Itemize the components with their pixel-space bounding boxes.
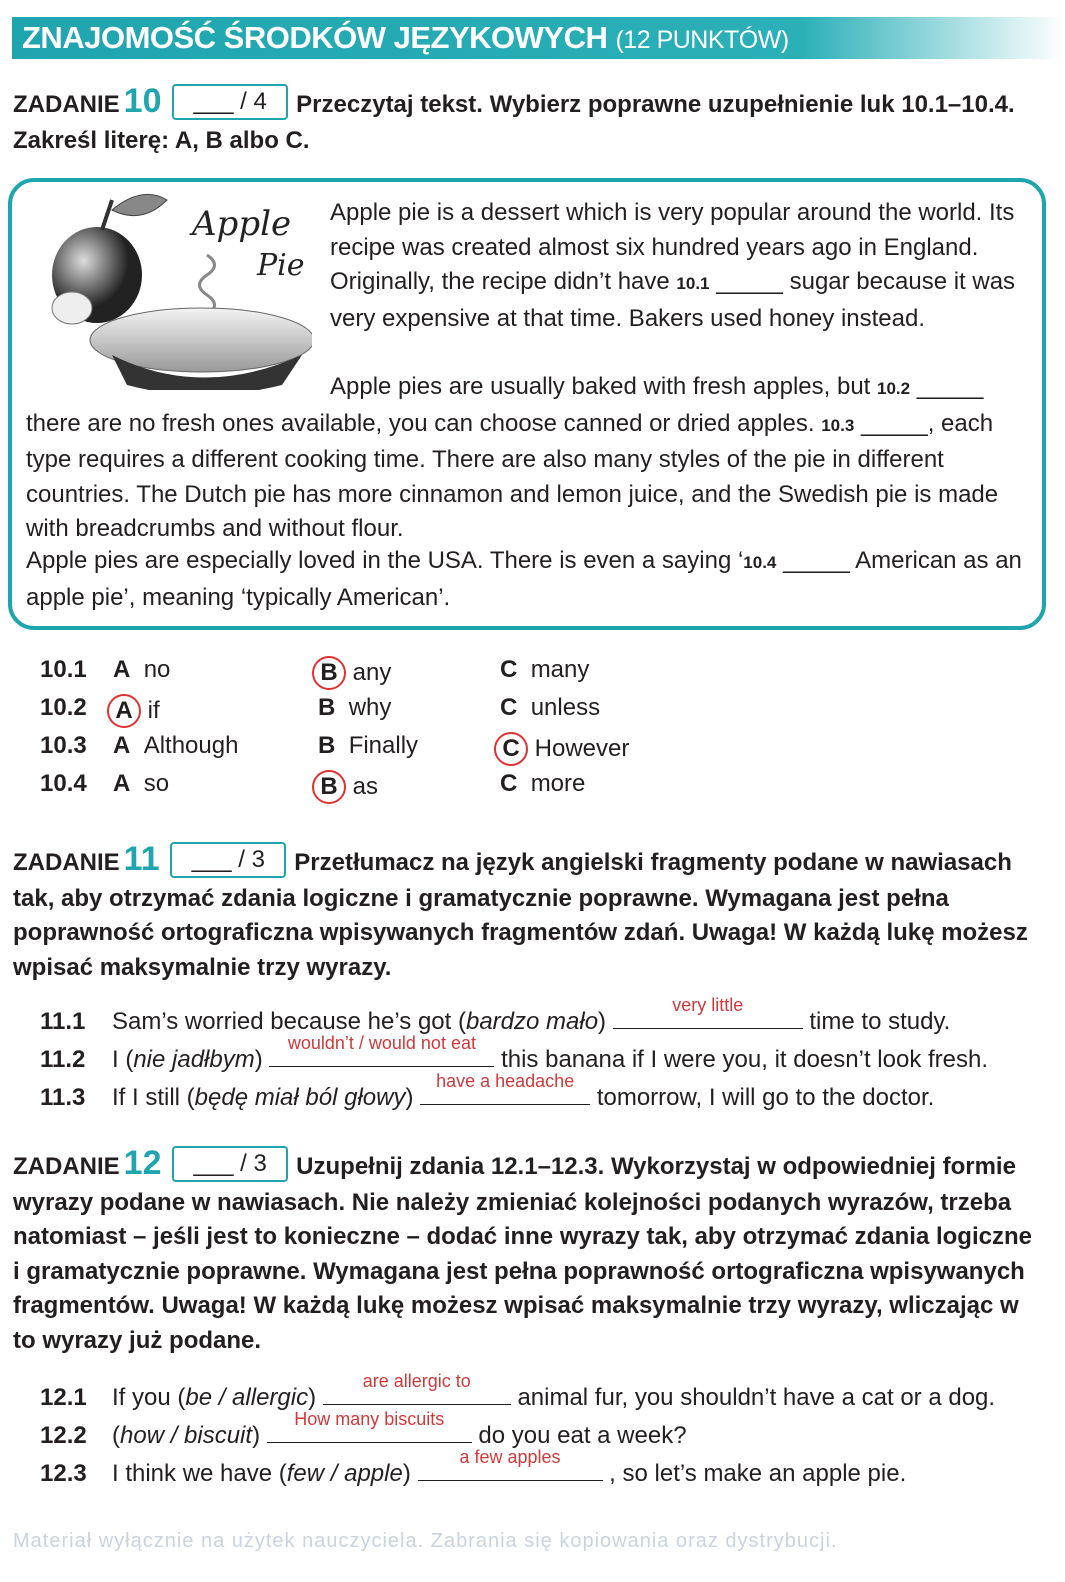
text: ) xyxy=(308,1384,317,1411)
option-text: many xyxy=(530,656,590,683)
option-text: as xyxy=(352,773,379,800)
watermark: Materiał wyłącznie na użytek nauczyciela. Zabrania się kopiowania oraz dystrybucji. xyxy=(13,1530,838,1552)
reading-text-box xyxy=(8,178,1046,630)
answer: have a headache xyxy=(436,1071,575,1091)
question-number: 10.2 xyxy=(40,694,87,721)
item-row xyxy=(40,1071,935,1112)
option-text: unless xyxy=(530,694,601,721)
text: Apple pie is a dessert which is very popular around the world. Its recipe was created almost six hundred years ago in England. Originally, the recipe didn’t have xyxy=(330,199,1015,295)
answer-line2: not eat xyxy=(420,1033,476,1053)
text: ( xyxy=(112,1422,120,1449)
item-row xyxy=(40,1409,687,1450)
option-text: any xyxy=(352,659,392,686)
text: I ( xyxy=(112,1046,134,1073)
task-label: ZADANIE xyxy=(13,1153,120,1180)
hint: nie jadłbym xyxy=(133,1046,255,1073)
svg-text:Pie: Pie xyxy=(257,248,305,283)
text: _____ sugar because it was very expensive at that time. Bakers used honey instead. xyxy=(330,268,1016,332)
option-b[interactable] xyxy=(318,656,391,690)
text: time to study. xyxy=(809,1008,951,1035)
option-b[interactable] xyxy=(318,770,378,804)
option-letter: B xyxy=(318,694,336,721)
item-row xyxy=(40,1447,907,1488)
score-box[interactable]: ___ / 3 xyxy=(170,842,286,878)
option-letter: C xyxy=(500,656,518,683)
item-number: 11.1 xyxy=(40,1008,86,1035)
answer: very little xyxy=(672,995,744,1015)
hint: be / allergic xyxy=(185,1384,309,1411)
hint: będę miał ból głowy xyxy=(194,1084,406,1111)
option-a[interactable] xyxy=(113,770,169,798)
option-c[interactable] xyxy=(500,770,585,798)
gap-label: 10.3 xyxy=(821,415,855,435)
text: ) xyxy=(405,1084,414,1111)
task-label: ZADANIE xyxy=(13,849,120,876)
section-title: ZNAJOMOŚĆ ŚRODKÓW JĘZYKOWYCH xyxy=(22,20,608,55)
task-number: 10 xyxy=(123,82,162,120)
hint: bardzo mało xyxy=(465,1008,599,1035)
item-number: 12.2 xyxy=(40,1422,87,1449)
task-12-heading xyxy=(13,1146,1043,1358)
option-a[interactable] xyxy=(113,656,170,684)
task-number: 11 xyxy=(123,840,160,878)
item-number: 11.3 xyxy=(40,1084,86,1111)
text: Sam’s worried because he’s got ( xyxy=(112,1008,466,1035)
section-points: (12 PUNKTÓW) xyxy=(615,26,789,54)
item-row xyxy=(40,1033,989,1074)
answer-line1: wouldn’t / would xyxy=(287,1033,416,1053)
option-letter: A xyxy=(113,656,131,683)
apple-pie-illustration xyxy=(42,190,312,390)
reading-p1 xyxy=(330,196,1030,336)
text: Apple pies are usually baked with fresh apples, but xyxy=(330,373,871,400)
gap-label: 10.4 xyxy=(743,553,777,572)
option-text: more xyxy=(530,770,586,797)
task-instruction: Przeczytaj tekst. Wybierz poprawne uzupełnienie luk 10.1–10.4. Zakreśl literę: A, B albo C. xyxy=(13,91,1015,154)
option-b[interactable] xyxy=(318,694,391,722)
option-b[interactable] xyxy=(318,732,418,760)
option-letter: B xyxy=(318,732,336,759)
answer-blank[interactable] xyxy=(323,1371,511,1405)
question-number: 10.1 xyxy=(40,656,87,683)
text: ) xyxy=(254,1046,263,1073)
option-letter: C xyxy=(500,694,518,721)
task-number: 12 xyxy=(123,1144,162,1182)
text: If I still ( xyxy=(112,1084,195,1111)
option-text: why xyxy=(348,694,392,721)
option-letter: C xyxy=(494,732,528,766)
score-box[interactable]: ___ / 3 xyxy=(172,1146,288,1182)
gap-label: 10.1 xyxy=(676,274,710,293)
section-header xyxy=(12,17,1065,59)
option-a[interactable] xyxy=(113,732,238,760)
text: _____, each type requires a different cooking time. There are also many styles of the pie in different countries. The Dutch pie has more cinnamon and lemon juice, and the Swedish pie is made with breadcrumbs and without flour. xyxy=(26,409,999,542)
text: do you eat a week? xyxy=(478,1422,687,1449)
option-letter: B xyxy=(312,656,346,690)
reading-p2 xyxy=(26,370,1041,547)
text: _____ there are no fresh ones available, you can choose canned or dried apples. xyxy=(26,373,984,437)
gap-label: 10.2 xyxy=(877,379,911,398)
option-a[interactable] xyxy=(113,694,160,728)
text: animal fur, you shouldn’t have a cat or a dog. xyxy=(517,1384,996,1411)
text: I think we have ( xyxy=(112,1460,287,1487)
text: Apple pies are especially loved in the USA. There is even a saying ‘ xyxy=(26,547,744,574)
option-letter: C xyxy=(500,770,518,797)
text: tomorrow, I will go to the doctor. xyxy=(596,1084,935,1111)
text: ) xyxy=(402,1460,411,1487)
item-number: 11.2 xyxy=(40,1046,86,1073)
task-instruction: Uzupełnij zdania 12.1–12.3. Wykorzystaj w odpowiedniej formie wyrazy podane w nawiasach. Nie należy zmieniać kolejności podanych wyrazów, trzeba natomiast – jeśli jest to konieczne – dodać inne wyrazy tak, aby otrzymać zdania logiczne i gramatycznie poprawne. Wymagana jest pełna poprawność ortograficzna wpisywanych fragmentów. Uwaga! W każdą lukę możesz wpisać maksymalnie trzy wyrazy, wliczając w to wyrazy już podane. xyxy=(13,1153,1032,1354)
text: , so let’s make an apple pie. xyxy=(609,1460,907,1487)
text: _____ American as an apple pie’, meaning ‘typically American’. xyxy=(26,547,1022,611)
score-box[interactable]: ___ / 4 xyxy=(172,84,288,120)
item-row xyxy=(40,1371,996,1412)
apple-pie-icon xyxy=(42,190,312,390)
hint: how / biscuit xyxy=(120,1422,253,1449)
task-instruction: Przetłumacz na język angielski fragmenty podane w nawiasach tak, aby otrzymać zdania logiczne i gramatycznie poprawne. Wymagana jest pełna poprawność ortograficzna wpisywanych fragmentów zdań. Uwaga! W każdą lukę możesz wpisać maksymalnie trzy wyrazy. xyxy=(13,849,1028,981)
svg-text:Apple: Apple xyxy=(192,204,292,244)
option-text: no xyxy=(143,656,171,683)
option-c[interactable] xyxy=(500,732,629,766)
option-text: Finally xyxy=(348,732,419,759)
text: ) xyxy=(252,1422,261,1449)
answer-blank[interactable] xyxy=(420,1071,590,1105)
option-text: Although xyxy=(143,732,239,759)
answer-blank[interactable] xyxy=(269,1033,494,1067)
option-c[interactable] xyxy=(500,656,589,684)
option-letter: A xyxy=(113,770,131,797)
option-text: However xyxy=(534,735,630,762)
item-row xyxy=(40,995,951,1036)
answer-blank[interactable] xyxy=(418,1447,603,1481)
option-c[interactable] xyxy=(500,694,600,722)
question-number: 10.3 xyxy=(40,732,87,759)
reading-p3 xyxy=(26,544,1031,615)
hint: few / apple xyxy=(286,1460,403,1487)
answer-blank[interactable] xyxy=(613,995,803,1029)
option-letter: A xyxy=(113,732,131,759)
text: If you ( xyxy=(112,1384,186,1411)
task-10-heading xyxy=(13,84,1043,158)
answer: How many biscuits xyxy=(294,1409,445,1429)
text: this banana if I were you, it doesn’t look fresh. xyxy=(501,1046,989,1073)
option-letter: B xyxy=(312,770,346,804)
text: ) xyxy=(598,1008,607,1035)
item-number: 12.1 xyxy=(40,1384,87,1411)
answer xyxy=(269,1034,494,1052)
answer: a few apples xyxy=(459,1447,561,1467)
option-text: if xyxy=(147,697,160,724)
option-letter: A xyxy=(107,694,141,728)
task-label: ZADANIE xyxy=(13,91,120,118)
answer: are allergic to xyxy=(362,1371,471,1391)
answer-blank[interactable] xyxy=(267,1409,472,1443)
task-11-heading xyxy=(13,842,1043,985)
option-text: so xyxy=(143,770,170,797)
question-number: 10.4 xyxy=(40,770,87,797)
item-number: 12.3 xyxy=(40,1460,87,1487)
